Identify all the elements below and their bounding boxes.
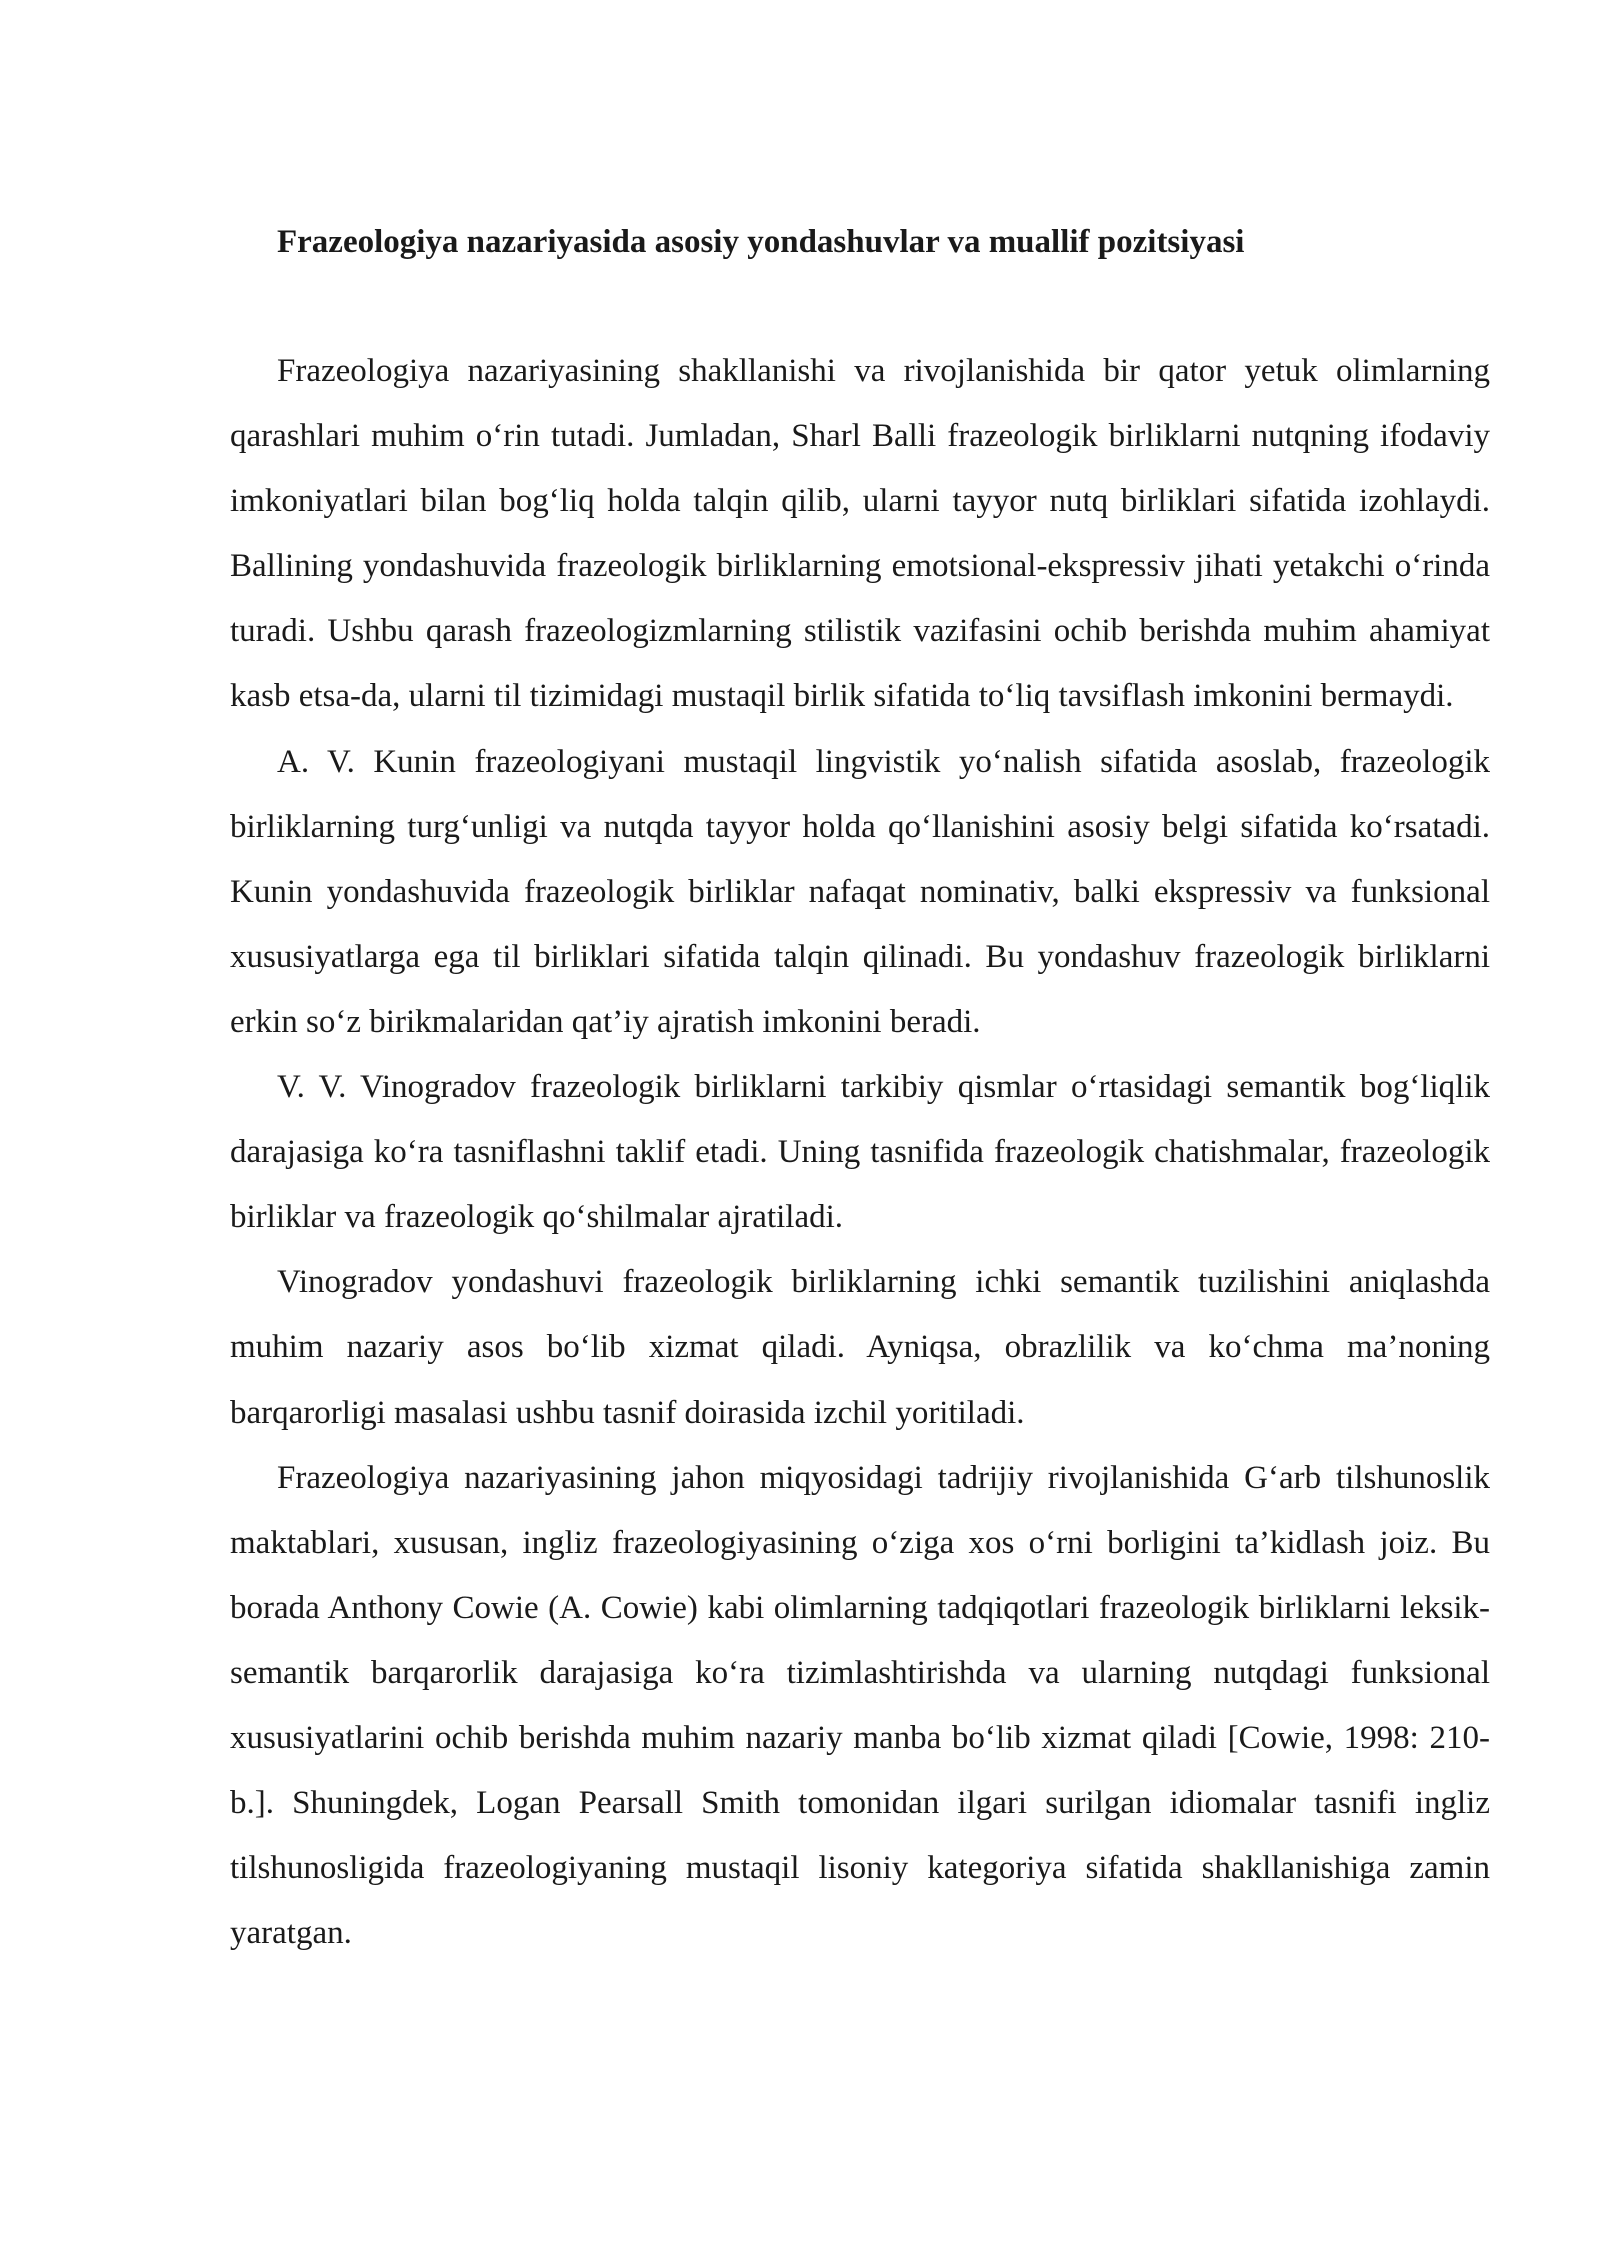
document-page — [230, 205, 1490, 1966]
paragraph-balli: Frazeologiya nazariyasining shakllanishi va rivojlanishida bir qator yetuk olimlarning qarashlari muhim o‘rin tutadi. Jumladan, Sharl Balli frazeologik birliklarni nutqning ifodaviy imkoniyatlari bilan bog‘liq holda talqin qilib, ularni tayyor nutq birliklari sifatida izohlaydi. Ballining yondashuvida frazeologik birliklarning emotsional-ekspressiv jihati yetakchi o‘rinda turadi. Ushbu qarash frazeologizmlarning stilistik vazifasini ochib berishda muhim ahamiyat kasb etsa-da, ularni til tizimidagi mustaqil birlik sifatida to‘liq tavsiflash imkonini bermaydi. — [230, 353, 1490, 715]
document-title: Frazeologiya nazariyasida asosiy yondashuvlar va muallif pozitsiyasi — [277, 224, 1245, 260]
paragraph-vinogradov-approach: Vinogradov yondashuvi frazeologik birliklarning ichki semantik tuzilishini aniqlashda muhim nazariy asos bo‘lib xizmat qiladi. Ayniqsa, obrazlilik va ko‘chma ma’noning barqarorligi masalasi ushbu tasnif doirasida izchil yoritiladi. — [230, 1264, 1490, 1431]
paragraph-western-schools: Frazeologiya nazariyasining jahon miqyosidagi tadrijiy rivojlanishida G‘arb tilshunoslik maktablari, xususan, ingliz frazeologiyasining o‘ziga xos o‘rni borligini ta’kidlash joiz. Bu borada Anthony Cowie (A. Cowie) kabi olimlarning tadqiqotlari frazeologik birliklarni leksik-semantik barqarorlik darajasiga ko‘ra tizimlashtirishda va ularning nutqdagi funksional xususiyatlarini ochib berishda muhim nazariy manba bo‘lib xizmat qiladi [Cowie, 1998: 210-b.]. Shuningdek, Logan Pearsall Smith tomonidan ilgari surilgan idiomalar tasnifi ingliz tilshunosligida frazeologiyaning mustaqil lisoniy kategoriya sifatida shakllanishiga zamin yaratgan. — [230, 1459, 1490, 1952]
paragraph-kunin: A. V. Kunin frazeologiyani mustaqil lingvistik yo‘nalish sifatida asoslab, frazeologik birliklarning turg‘unligi va nutqda tayyor holda qo‘llanishini asosiy belgi sifatida ko‘rsatadi. Kunin yondashuvida frazeologik birliklar nafaqat nominativ, balki ekspressiv va funksional xususiyatlarga ega til birliklari sifatida talqin qilinadi. Bu yondashuv frazeologik birliklarni erkin so‘z birikmalaridan qat’iy ajratish imkonini beradi. — [230, 743, 1490, 1040]
paragraph-vinogradov: V. V. Vinogradov frazeologik birliklarni tarkibiy qismlar o‘rtasidagi semantik bog‘liqlik darajasiga ko‘ra tasniflashni taklif etadi. Uning tasnifida frazeologik chatishmalar, frazeologik birliklar va frazeologik qo‘shilmalar ajratiladi. — [230, 1069, 1490, 1236]
